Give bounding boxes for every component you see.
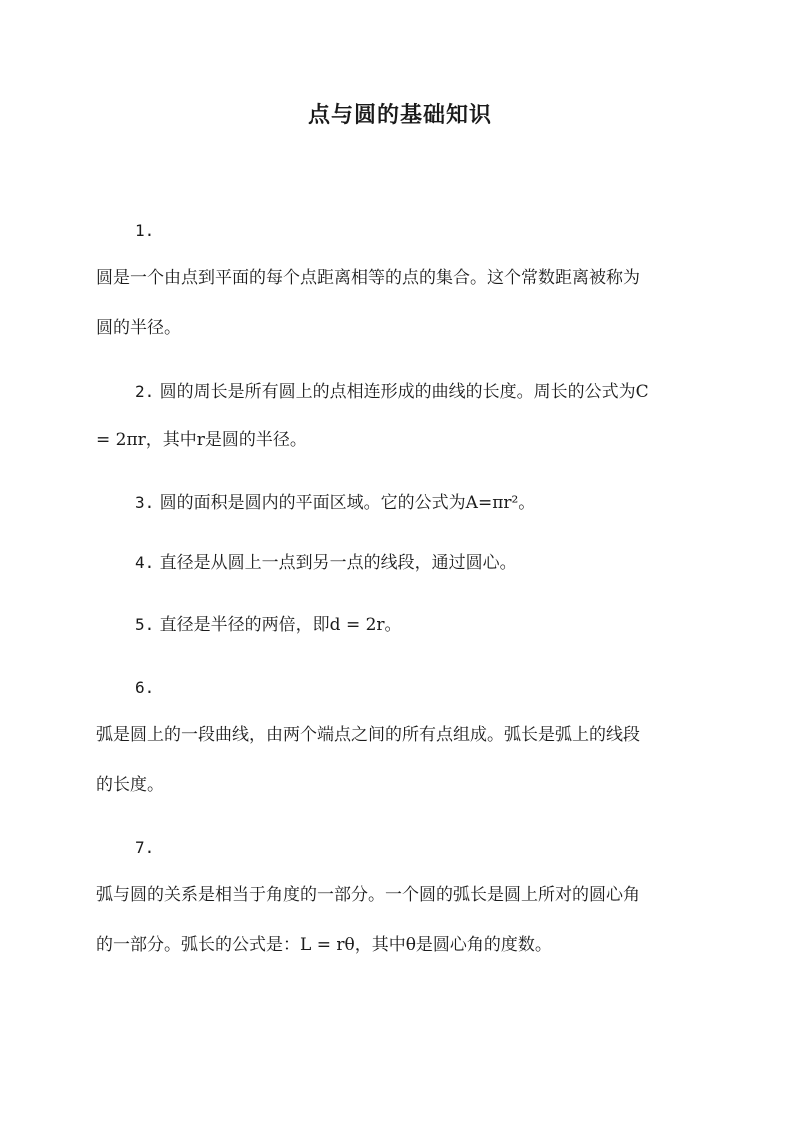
item-2-number: 2.	[135, 382, 155, 401]
item-6-text-line-1: 弧是圆上的一段曲线，由两个端点之间的所有点组成。弧长是弧上的线段	[96, 725, 640, 745]
item-3	[135, 491, 535, 515]
item-5-text: 直径是半径的两倍，即d = 2r。	[159, 615, 402, 635]
document-title: 点与圆的基础知识	[307, 102, 492, 128]
item-6-number: 6.	[135, 678, 155, 697]
item-7-text-line-2: 的一部分。弧长的公式是：L = rθ，其中θ是圆心角的度数。	[96, 935, 552, 955]
item-2-text-line-2: = 2πr，其中r是圆的半径。	[96, 430, 307, 450]
item-2	[135, 380, 649, 404]
item-5-number: 5.	[135, 615, 155, 634]
item-2-text-line-1: 圆的周长是所有圆上的点相连形成的曲线的长度。周长的公式为C	[159, 382, 649, 402]
item-7-number: 7.	[135, 838, 155, 857]
item-6-text-line-2: 的长度。	[96, 775, 164, 795]
item-3-number: 3.	[135, 493, 155, 512]
item-5	[135, 613, 402, 637]
item-1-text-line-2: 圆的半径。	[96, 318, 181, 338]
item-4-number: 4.	[135, 553, 155, 572]
item-1-number: 1.	[135, 221, 155, 240]
item-4-text: 直径是从圆上一点到另一点的线段，通过圆心。	[159, 553, 517, 573]
item-7-text-line-1: 弧与圆的关系是相当于角度的一部分。一个圆的弧长是圆上所对的圆心角	[96, 885, 640, 905]
item-3-text: 圆的面积是圆内的平面区域。它的公式为A=πr²。	[159, 493, 536, 513]
item-1-text-line-1: 圆是一个由点到平面的每个点距离相等的点的集合。这个常数距离被称为	[96, 268, 640, 288]
item-4	[135, 551, 517, 575]
